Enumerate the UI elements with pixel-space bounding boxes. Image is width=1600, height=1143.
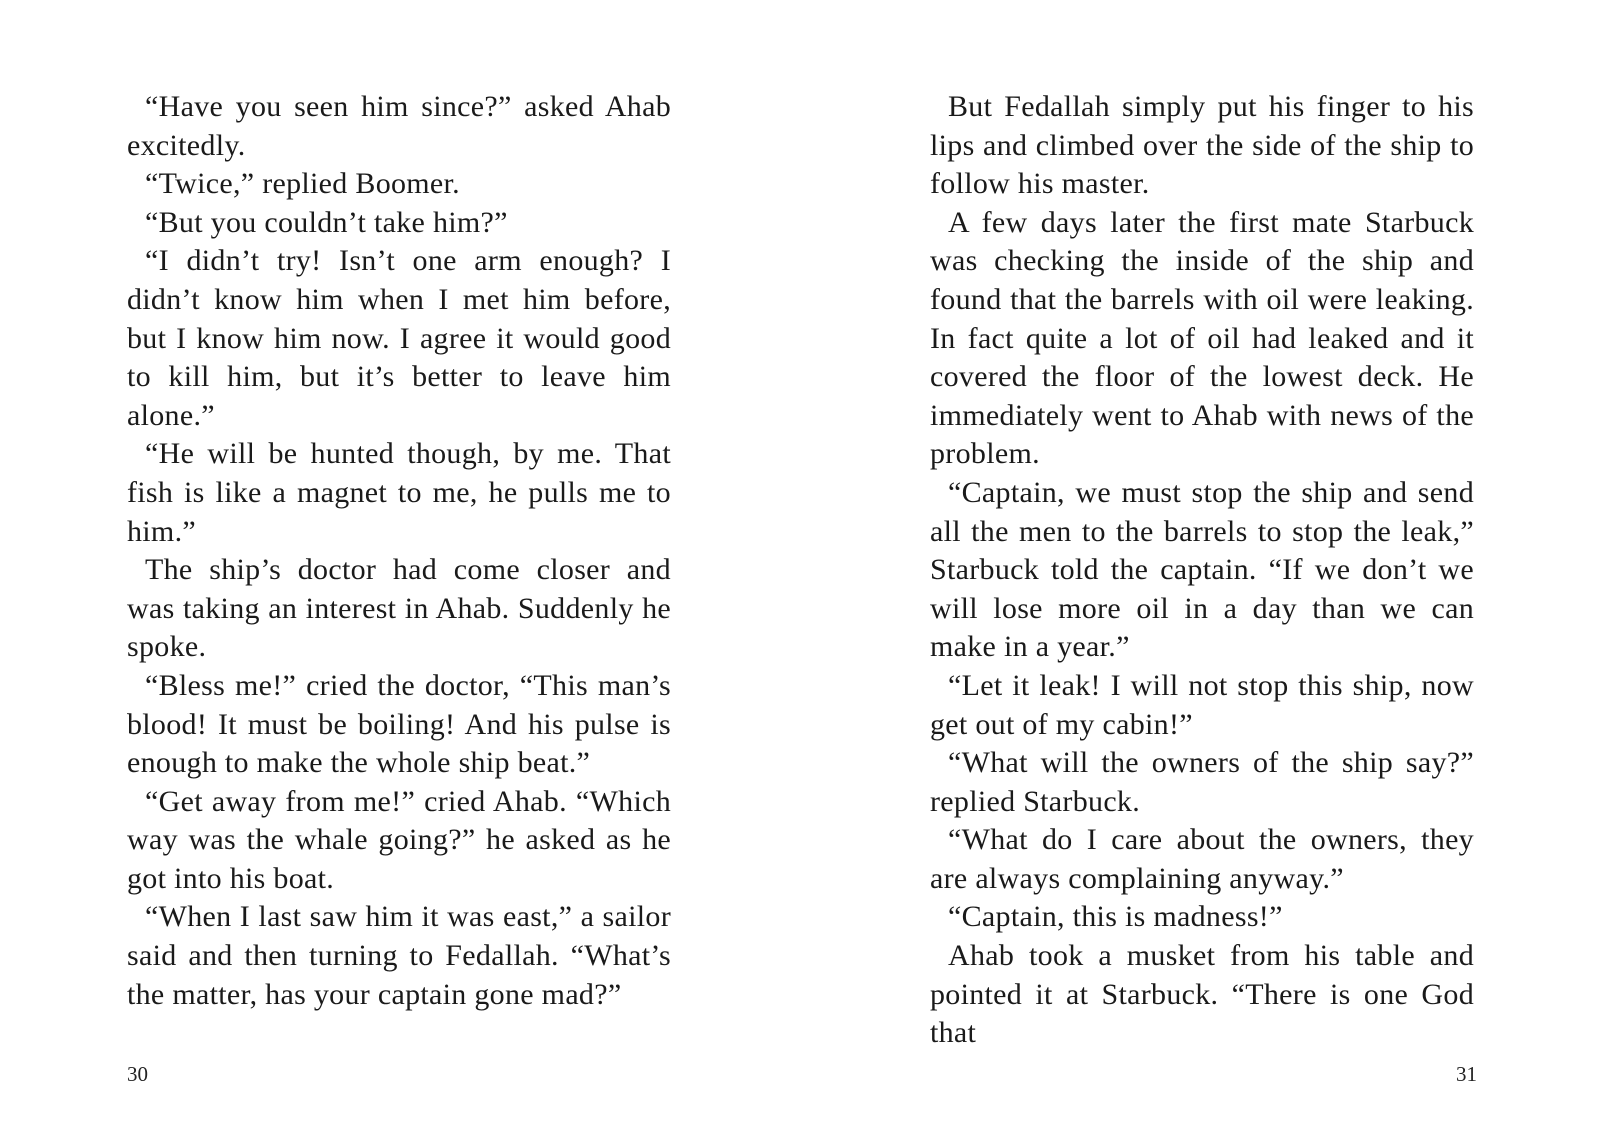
page-number-right: 31 — [1456, 1062, 1477, 1086]
paragraph: “I didn’t try! Isn’t one arm enough? I didn’t know him when I met him before, but I know him now. I agree it would good to kill him, but it’s better to leave him alone.” — [127, 244, 671, 432]
paragraph: But Fedallah simply put his finger to his lips and climbed over the side of the ship to follow his master. — [930, 90, 1474, 201]
paragraph: “Get away from me!” cried Ahab. “Which way was the whale going?” he asked as he got into his boat. — [127, 784, 671, 895]
right-page — [930, 88, 1474, 1053]
paragraph: Ahab took a musket from his table and pointed it at Starbuck. “There is one God that — [930, 939, 1474, 1050]
paragraph: A few days later the first mate Starbuck was checking the inside of the ship and found that the barrels with oil were leaking. In fact quite a lot of oil had leaked and it covered the floor of the lowest deck. He immediately went to Ahab with news of the problem. — [930, 205, 1474, 471]
paragraph: “He will be hunted though, by me. That fish is like a magnet to me, he pulls me to him.” — [127, 437, 671, 548]
paragraph: “When I last saw him it was east,” a sailor said and then turning to Fedallah. “What’s the matter, has your captain gone mad?” — [127, 900, 671, 1011]
paragraph: “Let it leak! I will not stop this ship, now get out of my cabin!” — [930, 668, 1474, 741]
paragraph: “Have you seen him since?” asked Ahab excitedly. — [127, 90, 671, 162]
paragraph: The ship’s doctor had come closer and was taking an interest in Ahab. Suddenly he spoke. — [127, 553, 671, 664]
left-page — [127, 88, 671, 1014]
paragraph: “Captain, this is madness!” — [948, 900, 1283, 934]
paragraph: “Bless me!” cried the doctor, “This man’s blood! It must be boiling! And his pulse is enough to make the whole ship beat.” — [127, 668, 671, 780]
paragraph: “What do I care about the owners, they are always complaining anyway.” — [930, 823, 1474, 895]
paragraph: “Captain, we must stop the ship and send all the men to the barrels to stop the leak,” Starbuck told the captain. “If we don’t we will lose more oil in a day than we can make in a year.” — [930, 475, 1474, 664]
page-number-left: 30 — [127, 1062, 148, 1086]
paragraph: “Twice,” replied Boomer. — [145, 167, 460, 201]
paragraph: “What will the owners of the ship say?” replied Starbuck. — [930, 746, 1474, 818]
paragraph: “But you couldn’t take him?” — [145, 205, 508, 239]
